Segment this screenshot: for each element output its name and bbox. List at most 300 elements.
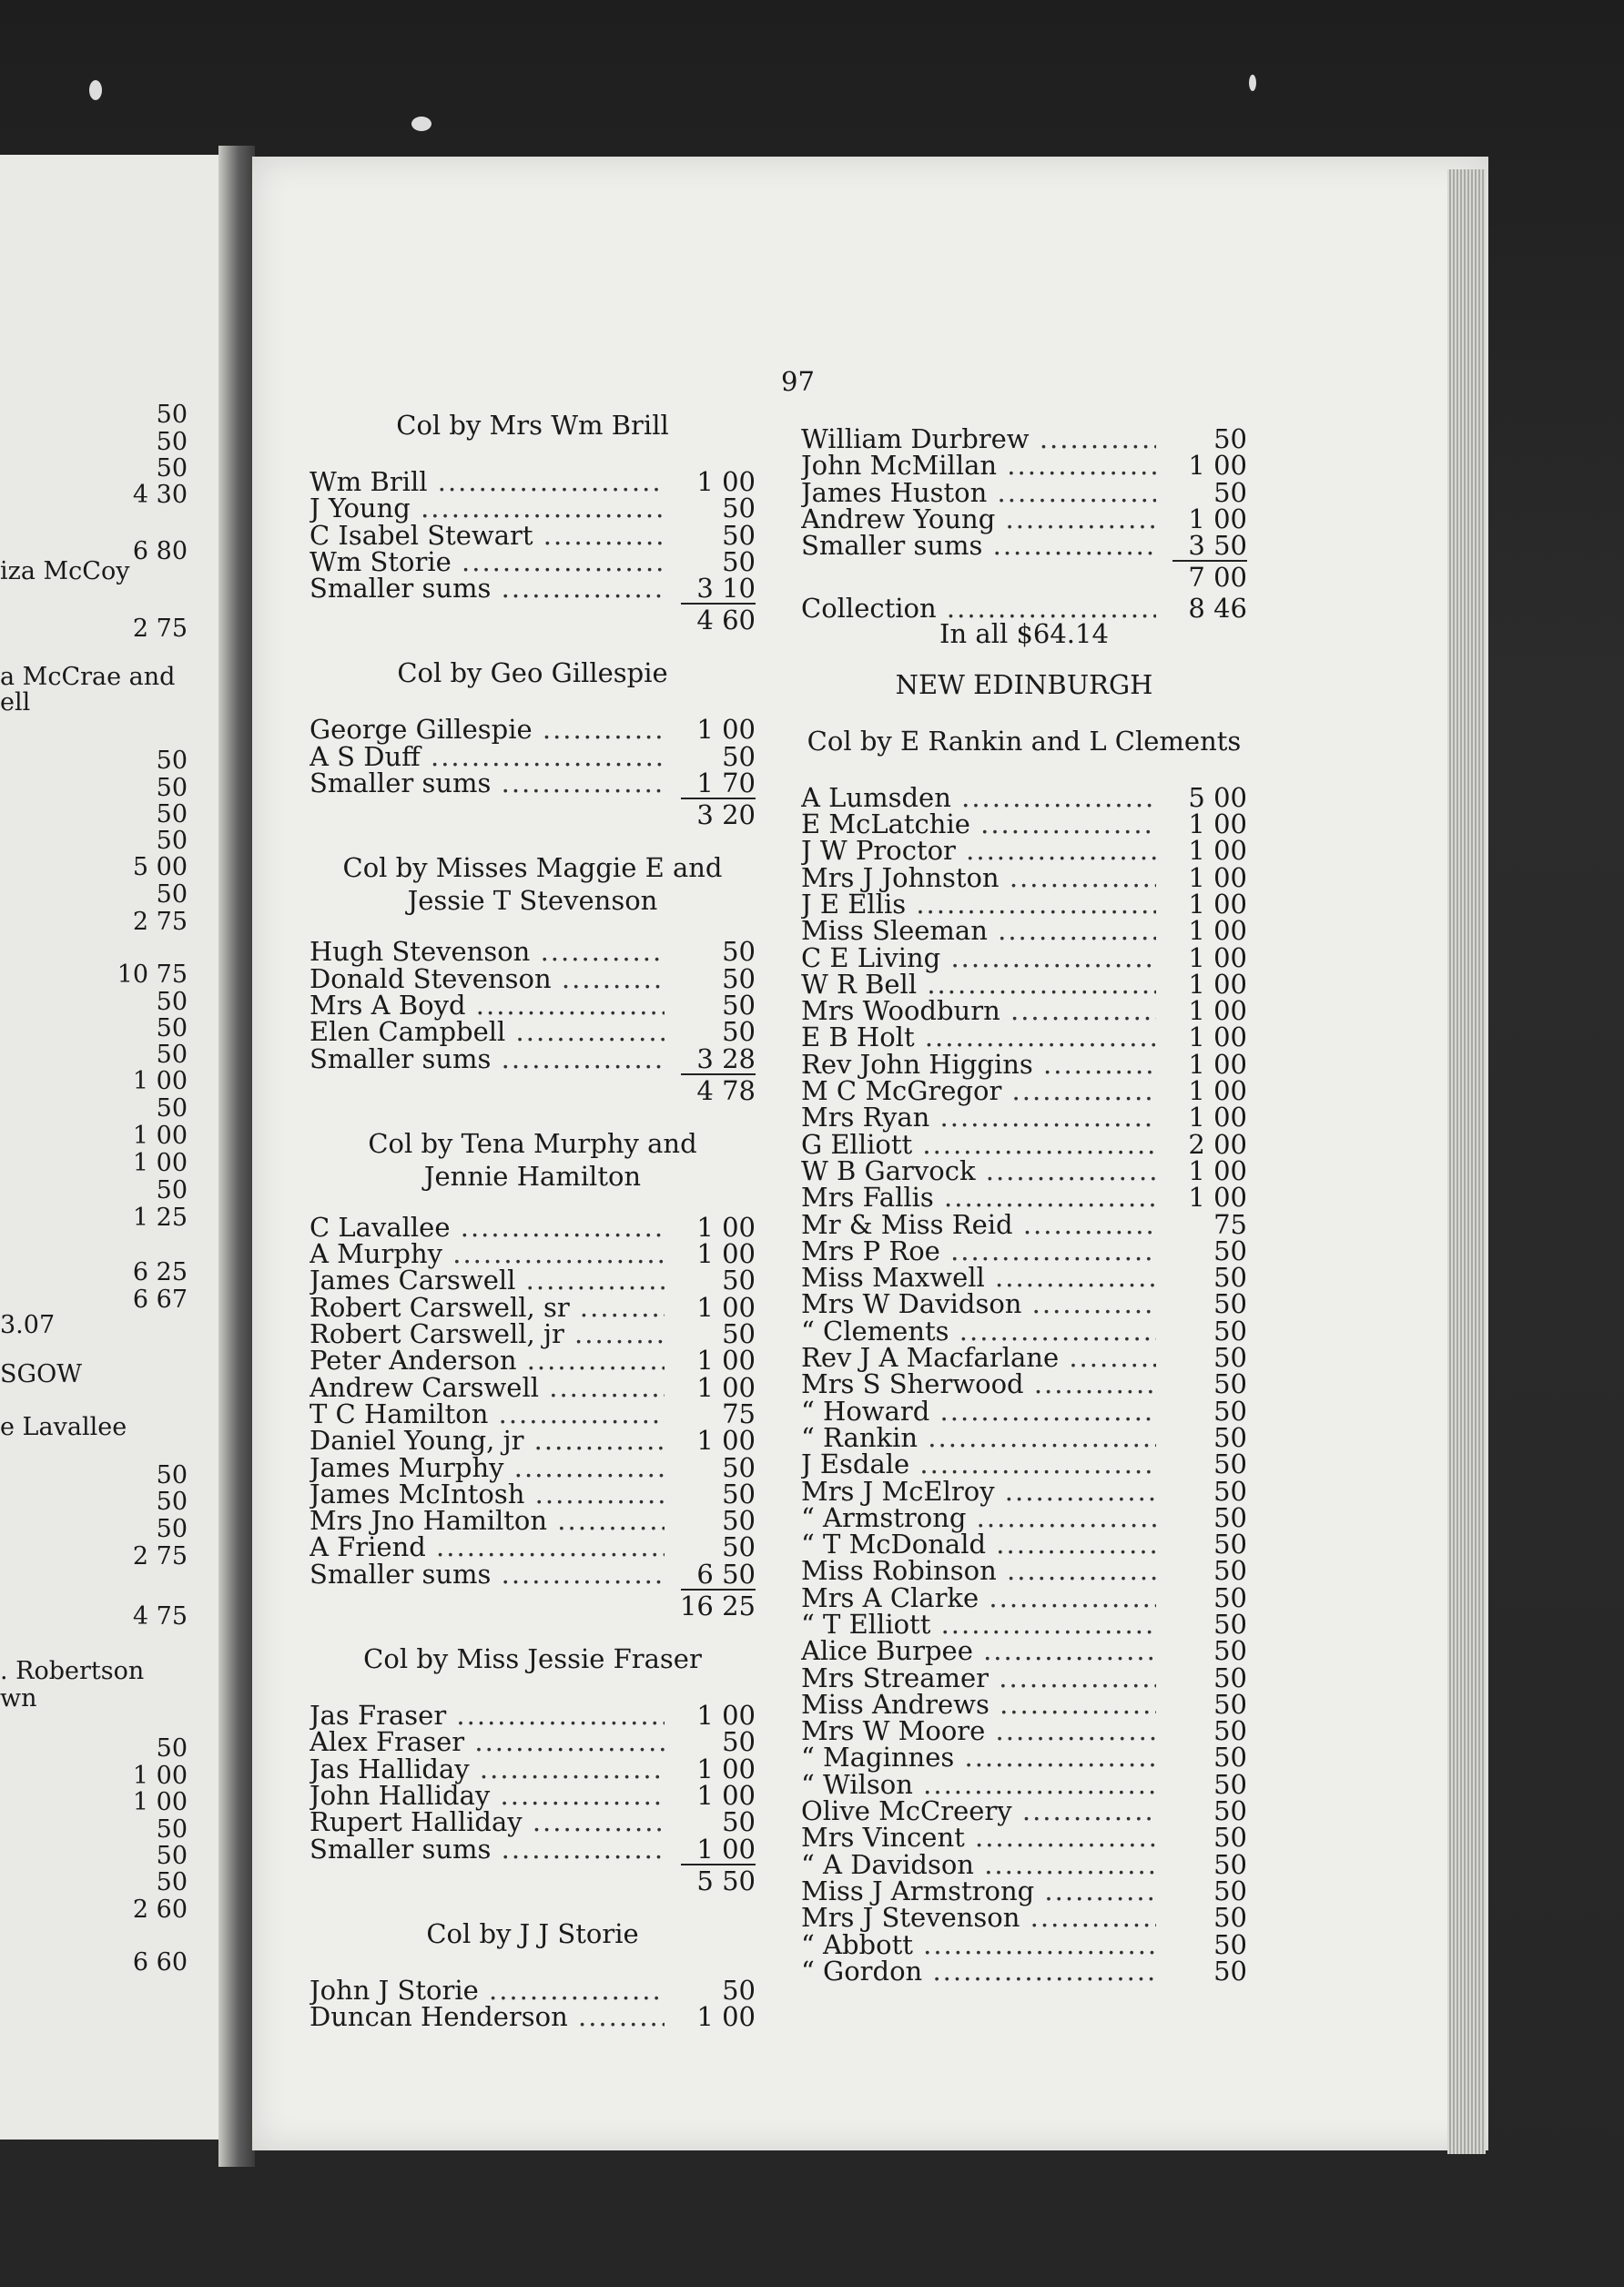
entry-amount: 50 xyxy=(722,1016,756,1048)
entry-amount: 50 xyxy=(722,936,756,968)
left-amount: 6 80 xyxy=(132,537,188,565)
spacer xyxy=(310,1621,756,1643)
left-fragment: iza McCoy xyxy=(0,557,130,585)
entry-amount: 1 00 xyxy=(1188,941,1247,973)
entry-row xyxy=(310,1291,756,1323)
left-amount: 50 xyxy=(156,827,188,855)
entry-name: John Halliday ..... xyxy=(310,1780,665,1811)
entry-row xyxy=(801,593,1247,625)
entry-name: A S Duff ..... xyxy=(310,741,665,772)
left-amount: 50 xyxy=(156,1815,188,1844)
entry-name: “ Wilson ..... xyxy=(801,1769,1156,1800)
entry-name: A Friend ..... xyxy=(310,1531,665,1562)
left-amount: 50 xyxy=(156,880,188,909)
entry-name: Robert Carswell, sr ..... xyxy=(310,1292,665,1323)
entry-name: “ Rankin ..... xyxy=(801,1422,1156,1453)
entry-amount: 1 00 xyxy=(696,1779,756,1811)
entry-name: J Young ..... xyxy=(310,493,665,523)
left-fragment: a McCrae and xyxy=(0,663,176,691)
entry-amount: 50 xyxy=(1213,1288,1247,1320)
entry-amount: 1 00 xyxy=(696,1371,756,1403)
entry-name: Mrs Streamer ..... xyxy=(801,1662,1156,1693)
left-amount: 10 75 xyxy=(117,961,188,989)
entry-name: Robert Carswell, jr ..... xyxy=(310,1318,665,1349)
entry-amount: 50 xyxy=(1213,1742,1247,1774)
entry-name: Mrs Woodburn ..... xyxy=(801,995,1156,1026)
entry-row xyxy=(310,1211,756,1243)
entry-row xyxy=(310,2001,756,2033)
entry-name: Miss J Armstrong ..... xyxy=(801,1875,1156,1906)
section-total: 5 50 xyxy=(696,1865,756,1896)
entry-name: J Esdale ..... xyxy=(801,1448,1156,1479)
spacer xyxy=(310,692,756,714)
entry-amount: 50 xyxy=(1213,1768,1247,1800)
entry-name: James Carswell ..... xyxy=(310,1265,665,1296)
entry-row xyxy=(801,1154,1247,1186)
entry-amount: 1 00 xyxy=(1188,1048,1247,1080)
left-amount: 50 xyxy=(156,401,188,429)
entry-name: James Huston ..... xyxy=(801,477,1156,508)
entry-row xyxy=(801,808,1247,840)
entry-amount: 50 xyxy=(1213,1928,1247,1960)
column-2 xyxy=(801,423,1247,1987)
entry-row xyxy=(310,573,756,605)
entry-name: Mrs Ryan ..... xyxy=(801,1102,1156,1133)
entry-row xyxy=(801,1529,1247,1560)
section-title: Jennie Hamilton xyxy=(423,1160,642,1192)
entry-row xyxy=(310,1558,756,1590)
entry-row xyxy=(801,1955,1247,1987)
left-fragment: SGOW xyxy=(0,1360,82,1388)
left-amount: 1 00 xyxy=(132,1762,188,1790)
entry-amount: 1 70 xyxy=(696,767,756,799)
entry-name: Peter Anderson ..... xyxy=(310,1345,665,1376)
left-amount: 50 xyxy=(156,1734,188,1763)
entry-amount: 1 00 xyxy=(696,1211,756,1243)
entry-row xyxy=(310,1531,756,1563)
entry-row xyxy=(310,1265,756,1296)
left-amount: 2 75 xyxy=(132,1542,188,1570)
entry-row xyxy=(310,740,756,772)
entry-name: W B Garvock ..... xyxy=(801,1155,1156,1186)
entry-row xyxy=(801,835,1247,867)
entry-amount: 50 xyxy=(722,1806,756,1838)
left-amount: 6 67 xyxy=(132,1286,188,1314)
left-amount: 50 xyxy=(156,774,188,802)
left-fragment: . Robertson xyxy=(0,1657,145,1685)
entry-amount: 50 xyxy=(722,1531,756,1563)
entry-amount: 8 46 xyxy=(1188,593,1247,625)
entry-row xyxy=(801,1342,1247,1374)
entry-row xyxy=(801,1315,1247,1347)
entry-amount: 50 xyxy=(722,1318,756,1350)
spacer xyxy=(310,1106,756,1128)
section-total: 16 25 xyxy=(679,1591,756,1622)
entry-amount: 50 xyxy=(1213,1501,1247,1533)
left-amount: 4 30 xyxy=(132,481,188,509)
entry-row xyxy=(801,1688,1247,1720)
left-amount: 1 00 xyxy=(132,1149,188,1177)
dust-speck xyxy=(411,117,431,131)
entry-amount: 50 xyxy=(722,1478,756,1509)
entry-row xyxy=(310,493,756,524)
entry-row xyxy=(310,767,756,799)
entry-name: Mrs J Johnston ..... xyxy=(801,862,1156,893)
left-amount: 50 xyxy=(156,1515,188,1543)
entry-amount: 1 00 xyxy=(1188,888,1247,920)
entry-amount: 50 xyxy=(1213,1795,1247,1827)
entry-row xyxy=(801,1822,1247,1854)
entry-row xyxy=(310,989,756,1021)
entry-name: Mrs Vincent ..... xyxy=(801,1822,1156,1853)
entry-row xyxy=(801,1768,1247,1800)
entry-amount: 1 00 xyxy=(1188,1154,1247,1186)
entry-row xyxy=(801,1555,1247,1587)
entry-name: James Murphy ..... xyxy=(310,1452,665,1483)
entry-amount: 1 00 xyxy=(1188,450,1247,482)
entry-name: Mrs Fallis ..... xyxy=(801,1182,1156,1213)
section-title: Col by J J Storie xyxy=(426,1917,639,1949)
entry-row xyxy=(801,995,1247,1027)
entry-name: M C McGregor ..... xyxy=(801,1075,1156,1106)
left-amount: 6 25 xyxy=(132,1258,188,1286)
left-amount: 1 25 xyxy=(132,1204,188,1232)
entry-amount: 50 xyxy=(722,989,756,1021)
entry-amount: 50 xyxy=(1213,1955,1247,1987)
entry-row xyxy=(801,861,1247,893)
entry-row xyxy=(310,1806,756,1838)
entry-row xyxy=(310,1318,756,1350)
entry-name: Smaller sums ..... xyxy=(310,767,665,798)
entry-amount: 50 xyxy=(722,519,756,551)
entry-amount: 1 00 xyxy=(696,1833,756,1865)
entry-amount: 1 00 xyxy=(696,1425,756,1457)
entry-amount: 50 xyxy=(722,493,756,524)
entry-amount: 6 50 xyxy=(696,1558,756,1590)
entry-name: William Durbrew ..... xyxy=(801,423,1156,454)
entry-name: “ Clements ..... xyxy=(801,1316,1156,1347)
left-amount: 5 00 xyxy=(132,853,188,881)
entry-name: Mrs J Stevenson ..... xyxy=(801,1902,1156,1933)
entry-name: Mrs W Moore ..... xyxy=(801,1715,1156,1746)
left-amount: 1 00 xyxy=(132,1122,188,1150)
entry-name: Rev John Higgins ..... xyxy=(801,1049,1156,1080)
entry-row xyxy=(310,1042,756,1074)
left-amount: 2 75 xyxy=(132,615,188,643)
entry-amount: 1 00 xyxy=(696,1291,756,1323)
entry-name: Jas Halliday ..... xyxy=(310,1753,665,1784)
entry-row xyxy=(801,1235,1247,1266)
entry-row xyxy=(801,1608,1247,1640)
left-amount: 50 xyxy=(156,1094,188,1123)
entry-row xyxy=(801,1635,1247,1667)
section-title: Jessie T Stevenson xyxy=(407,885,658,917)
section-title: Col by Tena Murphy and xyxy=(368,1127,697,1159)
entry-name: James McIntosh ..... xyxy=(310,1479,665,1509)
entry-name: “ T Elliott ..... xyxy=(801,1609,1156,1640)
entry-amount: 50 xyxy=(722,1726,756,1758)
entry-amount: 1 00 xyxy=(696,1345,756,1377)
entry-name: C Isabel Stewart ..... xyxy=(310,520,665,551)
left-amount: 50 xyxy=(156,1014,188,1042)
entry-amount: 1 00 xyxy=(1188,835,1247,867)
spacer xyxy=(310,444,756,466)
section-total: 4 78 xyxy=(696,1074,756,1106)
entry-row xyxy=(801,503,1247,534)
entry-row xyxy=(801,1928,1247,1960)
entry-row xyxy=(310,1505,756,1537)
entry-amount: 1 00 xyxy=(1188,861,1247,893)
section-title: Col by Mrs Wm Brill xyxy=(396,410,669,441)
entry-row xyxy=(801,476,1247,508)
section-total: 3 20 xyxy=(696,799,756,831)
entry-name: “ T McDonald ..... xyxy=(801,1529,1156,1560)
page-number: 97 xyxy=(781,366,815,397)
entry-name: John J Storie ..... xyxy=(310,1975,665,2006)
entry-row xyxy=(310,545,756,577)
entry-amount: 50 xyxy=(1213,476,1247,508)
left-amount: 50 xyxy=(156,1842,188,1870)
entry-amount: 50 xyxy=(1213,1688,1247,1720)
book-gutter xyxy=(218,146,255,2167)
dust-speck xyxy=(89,80,102,100)
entry-row xyxy=(310,1451,756,1483)
entry-amount: 50 xyxy=(722,1505,756,1537)
entry-amount: 50 xyxy=(1213,1875,1247,1906)
entry-name: Daniel Young, jr ..... xyxy=(310,1425,665,1456)
entry-amount: 50 xyxy=(722,962,756,994)
entry-amount: 1 00 xyxy=(1188,808,1247,840)
left-amount: 50 xyxy=(156,1176,188,1204)
entry-row xyxy=(801,1208,1247,1240)
entry-name: “ Armstrong ..... xyxy=(801,1502,1156,1533)
spacer xyxy=(310,1953,756,1975)
entry-row xyxy=(310,1700,756,1732)
entry-amount: 1 00 xyxy=(696,2001,756,2033)
section-title: Col by Miss Jessie Fraser xyxy=(363,1643,702,1675)
left-fragment: ell xyxy=(0,688,31,717)
entry-name: Miss Sleeman ..... xyxy=(801,915,1156,946)
spacer xyxy=(801,704,1247,726)
entry-amount: 50 xyxy=(1213,1822,1247,1854)
entry-name: Duncan Henderson ..... xyxy=(310,2001,665,2032)
entry-amount: 2 00 xyxy=(1188,1128,1247,1160)
entry-row xyxy=(801,1581,1247,1613)
entry-row xyxy=(310,1425,756,1457)
entry-amount: 1 00 xyxy=(1188,995,1247,1027)
entry-amount: 50 xyxy=(1213,1608,1247,1640)
spacer xyxy=(310,1678,756,1700)
entry-row xyxy=(801,1448,1247,1480)
entry-amount: 75 xyxy=(722,1398,756,1429)
entry-name: “ Howard ..... xyxy=(801,1396,1156,1427)
entry-row xyxy=(801,1902,1247,1934)
entry-row xyxy=(801,1368,1247,1400)
entry-name: E McLatchie ..... xyxy=(801,808,1156,839)
entry-amount: 1 00 xyxy=(1188,503,1247,534)
section-total: 4 60 xyxy=(696,605,756,636)
left-amount: 50 xyxy=(156,1041,188,1069)
entry-row xyxy=(310,1726,756,1758)
entry-row xyxy=(801,1501,1247,1533)
entry-amount: 50 xyxy=(722,1451,756,1483)
entry-row xyxy=(801,1075,1247,1107)
entry-name: C E Living ..... xyxy=(801,942,1156,973)
entry-name: Olive McCreery ..... xyxy=(801,1795,1156,1826)
entry-row xyxy=(801,1048,1247,1080)
entry-name: Mrs Jno Hamilton ..... xyxy=(310,1505,665,1536)
entry-name: “ Gordon ..... xyxy=(801,1956,1156,1987)
spacer xyxy=(801,647,1247,669)
entry-amount: 1 00 xyxy=(1188,1182,1247,1214)
entry-amount: 1 00 xyxy=(1188,1102,1247,1133)
entry-row xyxy=(801,1475,1247,1507)
entry-name: Donald Stevenson ..... xyxy=(310,963,665,994)
entry-amount: 50 xyxy=(1213,1902,1247,1934)
left-amount: 50 xyxy=(156,988,188,1016)
entry-row xyxy=(310,1398,756,1429)
section-title: Col by E Rankin and L Clements xyxy=(807,725,1242,757)
left-amount: 4 75 xyxy=(132,1602,188,1631)
spacer xyxy=(310,914,756,936)
entry-name: Mrs W Davidson ..... xyxy=(801,1288,1156,1319)
entry-name: Mrs A Boyd ..... xyxy=(310,990,665,1021)
entry-amount: 50 xyxy=(1213,1368,1247,1400)
left-amount: 50 xyxy=(156,1461,188,1489)
left-amount: 50 xyxy=(156,1868,188,1896)
entry-amount: 50 xyxy=(1213,1715,1247,1747)
left-page xyxy=(0,155,244,2140)
entry-name: C Lavallee ..... xyxy=(310,1212,665,1243)
entry-amount: 3 28 xyxy=(696,1042,756,1074)
left-amount: 2 60 xyxy=(132,1896,188,1924)
entry-amount: 50 xyxy=(722,1265,756,1296)
section-title: Col by Misses Maggie E and xyxy=(342,852,723,884)
entry-amount: 1 00 xyxy=(1188,968,1247,1000)
entry-row xyxy=(310,1238,756,1270)
entry-name: Jas Fraser ..... xyxy=(310,1700,665,1731)
entry-amount: 50 xyxy=(1213,1529,1247,1560)
entry-name: Miss Robinson ..... xyxy=(801,1555,1156,1586)
page-edge xyxy=(1447,169,1486,2154)
entry-amount: 50 xyxy=(1213,1395,1247,1427)
entry-amount: 50 xyxy=(1213,1475,1247,1507)
entry-row xyxy=(310,1371,756,1403)
grand-total: In all $64.14 xyxy=(939,617,1109,649)
entry-row xyxy=(801,1715,1247,1747)
entry-name: Alice Burpee ..... xyxy=(801,1635,1156,1666)
entry-row xyxy=(801,1102,1247,1133)
entry-name: Smaller sums ..... xyxy=(310,1043,665,1074)
entry-row xyxy=(801,1128,1247,1160)
entry-name: Mrs J McElroy ..... xyxy=(801,1476,1156,1507)
section-title: Col by Geo Gillespie xyxy=(397,657,668,689)
left-amount: 50 xyxy=(156,454,188,483)
entry-row xyxy=(310,1016,756,1048)
entry-amount: 3 50 xyxy=(1188,530,1247,562)
entry-name: E B Holt ..... xyxy=(801,1022,1156,1052)
entry-amount: 1 00 xyxy=(696,1700,756,1732)
entry-name: Mrs A Clarke ..... xyxy=(801,1582,1156,1613)
left-fragment: 3.07 xyxy=(0,1311,56,1339)
entry-name: Smaller sums ..... xyxy=(310,1834,665,1865)
spacer xyxy=(310,635,756,657)
entry-name: Miss Andrews ..... xyxy=(801,1689,1156,1720)
entry-row xyxy=(801,915,1247,947)
left-amount: 50 xyxy=(156,800,188,828)
entry-row xyxy=(801,530,1247,562)
entry-row xyxy=(310,962,756,994)
entry-amount: 50 xyxy=(1213,1342,1247,1374)
entry-row xyxy=(801,450,1247,482)
entry-row xyxy=(801,1795,1247,1827)
entry-name: Mr & Miss Reid ..... xyxy=(801,1209,1156,1240)
section-total: 7 00 xyxy=(1188,562,1247,594)
entry-name: Andrew Young ..... xyxy=(801,503,1156,534)
spacer xyxy=(801,760,1247,782)
entry-amount: 50 xyxy=(722,740,756,772)
entry-name: Miss Maxwell ..... xyxy=(801,1262,1156,1293)
entry-row xyxy=(801,1875,1247,1906)
entry-row xyxy=(310,936,756,968)
spacer xyxy=(310,1190,756,1212)
entry-row xyxy=(801,1022,1247,1053)
entry-row xyxy=(801,1182,1247,1214)
entry-name: A Murphy ..... xyxy=(310,1238,665,1269)
left-amount: 1 00 xyxy=(132,1067,188,1095)
entry-amount: 50 xyxy=(1213,1421,1247,1453)
entry-name: John McMillan ..... xyxy=(801,450,1156,481)
entry-row xyxy=(801,941,1247,973)
entry-name: “ Maginnes ..... xyxy=(801,1742,1156,1773)
entry-row xyxy=(310,714,756,746)
entry-amount: 1 00 xyxy=(696,1753,756,1784)
entry-name: Smaller sums ..... xyxy=(310,573,665,604)
entry-amount: 50 xyxy=(1213,1555,1247,1587)
entry-name: A Lumsden ..... xyxy=(801,782,1156,813)
entry-row xyxy=(801,1662,1247,1693)
spacer xyxy=(310,830,756,852)
entry-amount: 1 00 xyxy=(1188,915,1247,947)
entry-row xyxy=(801,781,1247,813)
entry-row xyxy=(310,466,756,497)
entry-row xyxy=(801,1421,1247,1453)
entry-name: “ Abbott ..... xyxy=(801,1929,1156,1960)
left-fragment: e Lavallee xyxy=(0,1413,127,1441)
entry-row xyxy=(310,1478,756,1509)
column-1 xyxy=(310,410,756,2033)
entry-row xyxy=(801,1395,1247,1427)
entry-amount: 50 xyxy=(1213,1235,1247,1266)
entry-row xyxy=(801,1742,1247,1774)
entry-name: T C Hamilton ..... xyxy=(310,1398,665,1429)
entry-row xyxy=(801,1288,1247,1320)
entry-amount: 1 00 xyxy=(696,466,756,497)
entry-amount: 50 xyxy=(1213,1581,1247,1613)
entry-amount: 75 xyxy=(1213,1208,1247,1240)
entry-amount: 1 00 xyxy=(696,714,756,746)
entry-name: Smaller sums ..... xyxy=(310,1559,665,1590)
left-amount: 6 60 xyxy=(132,1948,188,1977)
entry-name: Hugh Stevenson ..... xyxy=(310,936,665,967)
left-amount: 2 75 xyxy=(132,908,188,936)
entry-row xyxy=(801,1262,1247,1294)
entry-amount: 50 xyxy=(1213,1635,1247,1667)
entry-name: Smaller sums ..... xyxy=(801,530,1156,561)
entry-amount: 1 00 xyxy=(696,1238,756,1270)
entry-name: George Gillespie ..... xyxy=(310,714,665,745)
entry-row xyxy=(801,1848,1247,1880)
